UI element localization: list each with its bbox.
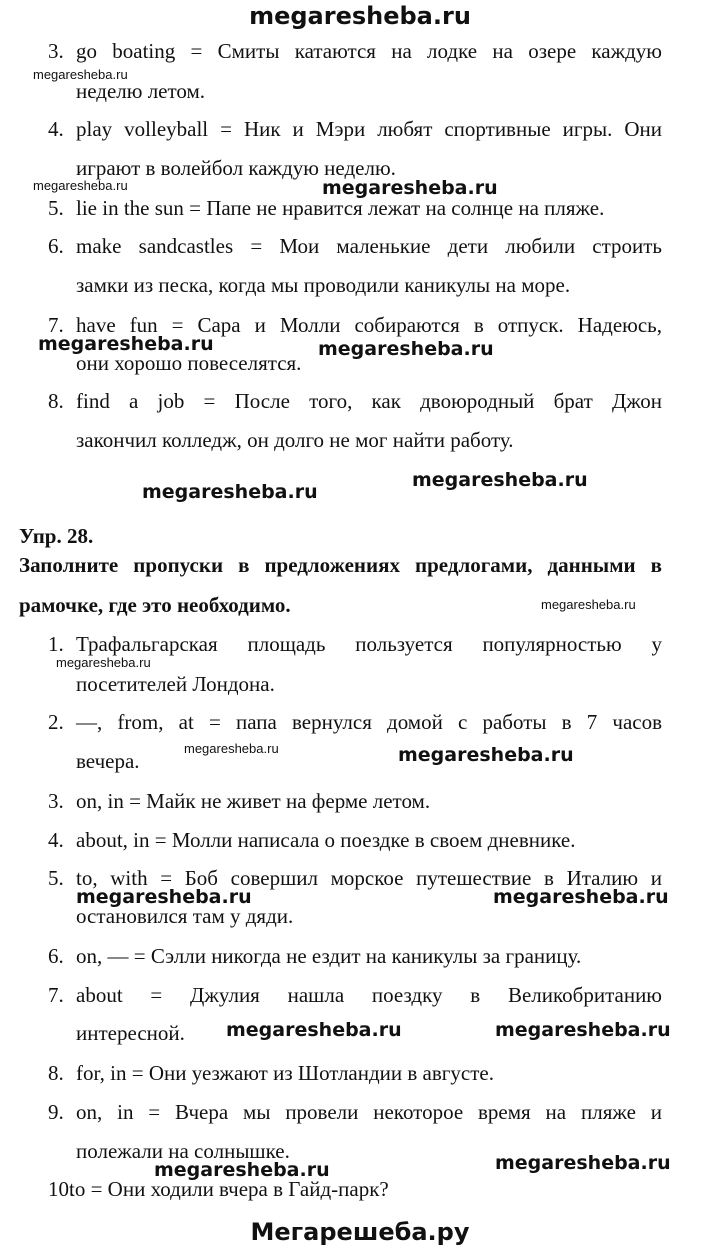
watermark: megaresheba.ru [541, 597, 636, 612]
list-item-line: 3. on, in = Майк не живет на ферме летом. [48, 789, 431, 813]
list-item-line: 6. on, — = Сэлли никогда не ездит на каникулы за границу. [48, 944, 582, 968]
exercise-instruction: рамочке, где это необходимо. [19, 593, 291, 617]
watermark: megaresheba.ru [322, 177, 498, 199]
list-item-line: 5. lie in the sun = Папе не нравится лежат на солнце на пляже. [48, 196, 605, 220]
list-item-line: 5. to, with = Боб совершил морское путешествие в Италию и [48, 866, 662, 890]
list-item-line: 7. have fun = Сара и Молли собираются в отпуск. Надеюсь, [48, 313, 662, 337]
list-item-line: 8. for, in = Они уезжают из Шотландии в августе. [48, 1061, 494, 1085]
watermark: megaresheba.ru [318, 338, 494, 360]
list-item-line: 6. make sandcastles = Мои маленькие дети любили строить [48, 234, 662, 258]
list-item-line: полежали на солнышке. [76, 1139, 290, 1163]
watermark: megaresheba.ru [76, 886, 252, 908]
watermark: megaresheba.ru [33, 178, 128, 193]
watermark: megaresheba.ru [412, 469, 588, 491]
watermark: megaresheba.ru [495, 1019, 671, 1041]
watermark: megaresheba.ru [495, 1152, 671, 1174]
list-item-line: 4. about, in = Молли написала о поездке в своем дневнике. [48, 828, 576, 852]
list-item-line: 10.to = Они ходили вчера в Гайд-парк? [48, 1177, 389, 1201]
watermark: megaresheba.ru [38, 333, 214, 355]
watermark: megaresheba.ru [33, 67, 128, 82]
watermark: megaresheba.ru [154, 1159, 330, 1181]
list-item-line: 7. about = Джулия нашла поездку в Великобританию [48, 983, 662, 1007]
list-item-line: 8. find a job = После того, как двоюродный брат Джон [48, 389, 662, 413]
list-item-line: играют в волейбол каждую неделю. [76, 156, 396, 180]
watermark: megaresheba.ru [56, 655, 151, 670]
site-footer: Мегарешеба.ру [250, 1218, 470, 1246]
watermark: megaresheba.ru [184, 741, 279, 756]
site-header: megaresheba.ru [249, 2, 471, 30]
exercise-title: Упр. 28. [19, 524, 94, 548]
list-item-line: 1. Трафальгарская площадь пользуется популярностью у [48, 632, 662, 656]
list-item-line: 9. on, in = Вчера мы провели некоторое время на пляже и [48, 1100, 662, 1124]
list-item-line: неделю летом. [76, 79, 206, 103]
watermark: megaresheba.ru [142, 481, 318, 503]
list-item-line: они хорошо повеселятся. [76, 351, 302, 375]
watermark: megaresheba.ru [398, 744, 574, 766]
list-item-line: интересной. [76, 1021, 185, 1045]
list-item-line: остановился там у дяди. [76, 904, 294, 928]
list-item-line: посетителей Лондона. [76, 672, 275, 696]
exercise-instruction: Заполните пропуски в предложениях предлогами, данными в [19, 553, 662, 577]
list-item-line: 4. play volleyball = Ник и Мэри любят спортивные игры. Они [48, 117, 662, 141]
list-item-line: 3. go boating = Смиты катаются на лодке на озере каждую [48, 39, 662, 63]
list-item-line: закончил колледж, он долго не мог найти работу. [76, 428, 514, 452]
watermark: megaresheba.ru [493, 886, 669, 908]
watermark: megaresheba.ru [226, 1019, 402, 1041]
list-item-line: вечера. [76, 749, 140, 773]
list-item-line: замки из песка, когда мы проводили каникулы на море. [76, 273, 571, 297]
list-item-line: 2. —, from, at = папа вернулся домой с работы в 7 часов [48, 710, 662, 734]
